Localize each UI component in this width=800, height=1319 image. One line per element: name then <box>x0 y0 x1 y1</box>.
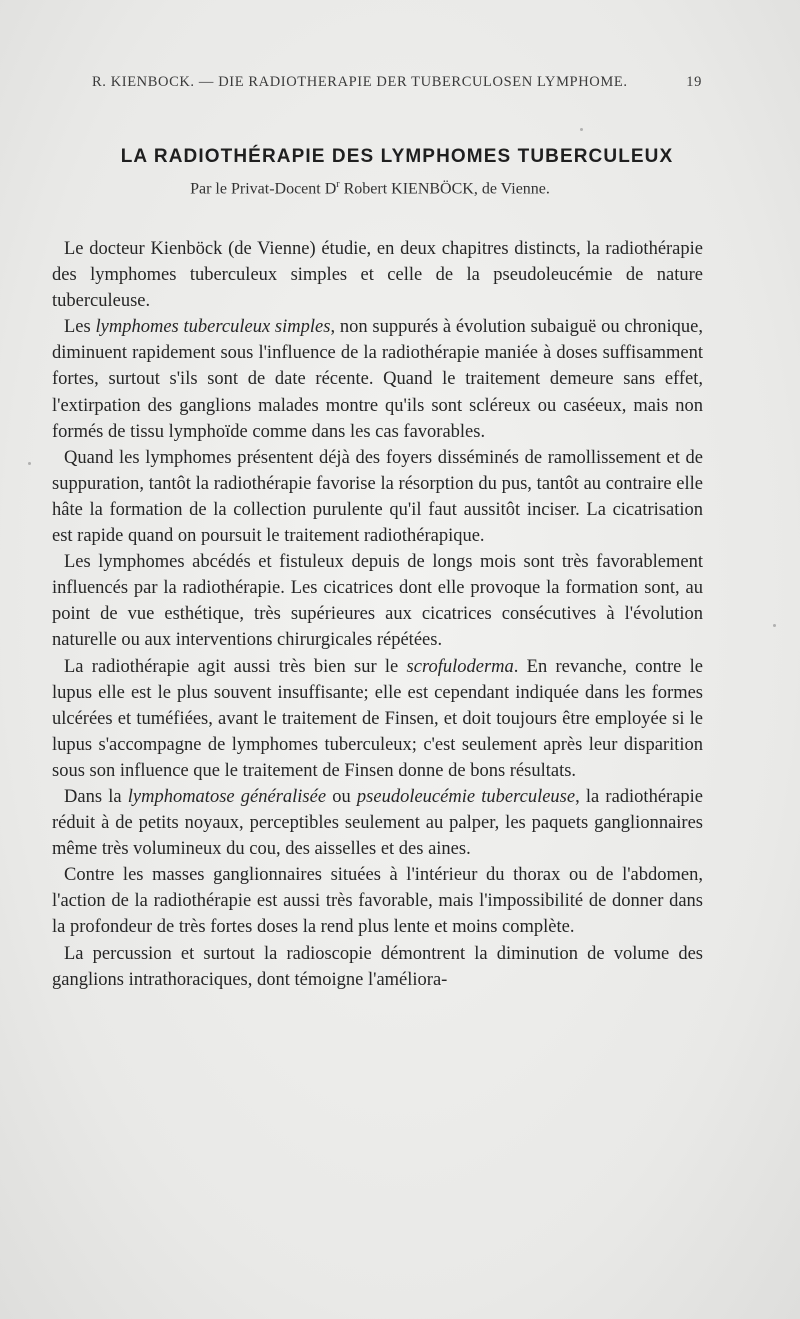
author-line <box>120 179 620 198</box>
paragraph <box>52 236 703 314</box>
text-run: Contre les masses ganglionnaires situées à l'intérieur du thorax ou de l'abdomen, l'action de la radiothérapie est aussi très favorable, mais l'impossibilité de donner dans la profondeur de très fortes doses la rend plus lente et moins complète. <box>52 865 703 938</box>
author-suffix: Robert KIENBÖCK, de Vienne. <box>339 180 550 198</box>
text-run: Les lymphomes abcédés et fistuleux depuis de longs mois sont très favorablement influencés par la radiothérapie. Les cicatrices dont elle provoque la formation sont, au point de vue esthétique, très supérieures aux cicatrices consécutives à l'évolution naturelle ou aux interventions chirurgicales répétées. <box>52 552 703 651</box>
italic-text: scrofuloderma <box>406 656 514 677</box>
paper-speck <box>28 462 31 465</box>
text-run: Le docteur Kienböck (de Vienne) étudie, en deux chapitres distincts, la radiothérapie des lymphomes tuberculeux simples et celle de la pseudoleucémie de nature tuberculeuse. <box>52 239 703 312</box>
text-run: Dans la <box>64 786 128 807</box>
text-run: La radiothérapie agit aussi très bien sur le <box>64 656 407 677</box>
text-run: , non suppurés à évolution subaiguë ou chronique, diminuent rapidement sous l'influence de la radiothérapie maniée à doses suffisamment fortes, surtout s'ils sont de date récente. Quand le traitement demeure sans effet, l'extirpation des ganglions malades montre qu'ils sont scléreux ou caséeux, mais non formés de tissu lymphoïde comme dans les cas favorables. <box>52 317 703 442</box>
paragraph <box>52 941 703 993</box>
paragraph <box>52 549 703 653</box>
paper-speck <box>580 128 583 131</box>
paragraph <box>52 654 703 784</box>
text-run: , la radiothérapie réduit à de petits noyaux, perceptibles seulement au palper, les paquets ganglionnaires même très volumineux du cou, des aisselles et des aines. <box>52 786 704 860</box>
text-run: ou <box>326 786 357 807</box>
text-run: . En revanche, contre le lupus elle est le plus souvent insuffisante; elle est cependant indiquée dans les formes ulcérées et tuméfiées, avant le traitement de Finsen, et doit toujours être employée si le lupus s'accompagne de lymphomes tuberculeux; c'est seulement après leur disparition sous son influence que le traitement de Finsen donne de bons résultats. <box>52 656 703 781</box>
article-body <box>52 236 703 993</box>
text-run: La percussion et surtout la radioscopie démontrent la diminution de volume des ganglions intrathoraciques, dont témoigne l'améliora- <box>52 943 703 990</box>
paragraph <box>52 445 703 549</box>
page-number: 19 <box>686 74 702 90</box>
italic-text: lymphomatose généralisée <box>127 786 327 807</box>
paragraph <box>52 784 703 862</box>
paragraph <box>52 314 703 444</box>
running-header <box>92 74 702 91</box>
author-title-sup: r <box>336 179 340 190</box>
article-title: LA RADIOTHÉRAPIE DES LYMPHOMES TUBERCULEUX <box>120 146 674 167</box>
italic-text: lymphomes tuberculeux simples <box>95 317 331 338</box>
author-prefix: Par le Privat-Docent D <box>190 180 337 198</box>
text-run: Quand les lymphomes présentent déjà des foyers disséminés de ramollissement et de suppuration, tantôt la radiothérapie favorise la résorption du pus, tantôt au contraire elle hâte la formation de la collection purulente qu'il faut aussitôt inciser. La cicatrisation est rapide quand on poursuit le traitement radiothérapique. <box>52 447 703 547</box>
paper-speck <box>773 624 776 627</box>
italic-text: pseudoleucémie tuberculeuse <box>356 786 576 807</box>
paragraph <box>52 862 703 940</box>
text-run: Les <box>64 317 96 338</box>
running-title: R. KIENBOCK. — DIE RADIOTHERAPIE DER TUBERCULOSEN LYMPHOME. <box>92 74 628 90</box>
